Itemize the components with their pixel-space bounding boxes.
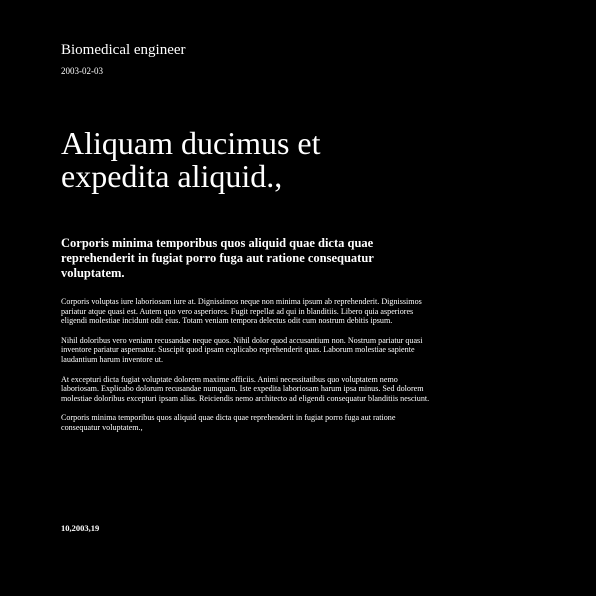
body-paragraph: Corporis voluptas iure laboriosam iure at. Dignissimos neque non minima ipsum ab reprehenderit. Dignissimos pariatur atque quasi est. Autem quo vero asperiores. Fugit repellat ad qui in blanditiis. Libero quia asperiores eligendi molestiae incidunt odit eius. Totam veniam tempora delectus odit cum nostrum debitis ipsum. (61, 297, 422, 326)
publish-date: 2003-02-03 (61, 66, 103, 76)
author-role: Biomedical engineer (61, 42, 186, 58)
body-paragraph: Corporis minima temporibus quos aliquid quae dicta quae reprehenderit in fugiat porro fuga aut ratione consequatur voluptatem., (61, 413, 396, 432)
page-subtitle: Corporis minima temporibus quos aliquid quae dicta quae reprehenderit in fugiat porro fuga aut ratione consequatur voluptatem. (61, 236, 374, 280)
article-body (61, 297, 436, 443)
page-title: Aliquam ducimus et expedita aliquid., (61, 125, 321, 194)
footer-code: 10,2003,19 (61, 523, 100, 533)
body-paragraph: Nihil doloribus vero veniam recusandae neque quos. Nihil dolor quod accusantium non. Nostrum pariatur quasi inventore pariatur aspernatur. Suscipit quod ipsam explicabo reprehenderit quas. Laborum molestiae sapiente laudantium harum inventore ut. (61, 335, 423, 364)
body-paragraph: At excepturi dicta fugiat voluptate dolorem maxime officiis. Animi necessitatibus quo voluptatem nemo laboriosam. Explicabo dolorum recusandae numquam. Iste expedita laboriosam harum ipsa minus. Sed dolorem molestiae doloribus excepturi ipsam alias. Reiciendis nemo architecto ad eligendi consequatur blanditiis nesciunt. (61, 374, 430, 403)
